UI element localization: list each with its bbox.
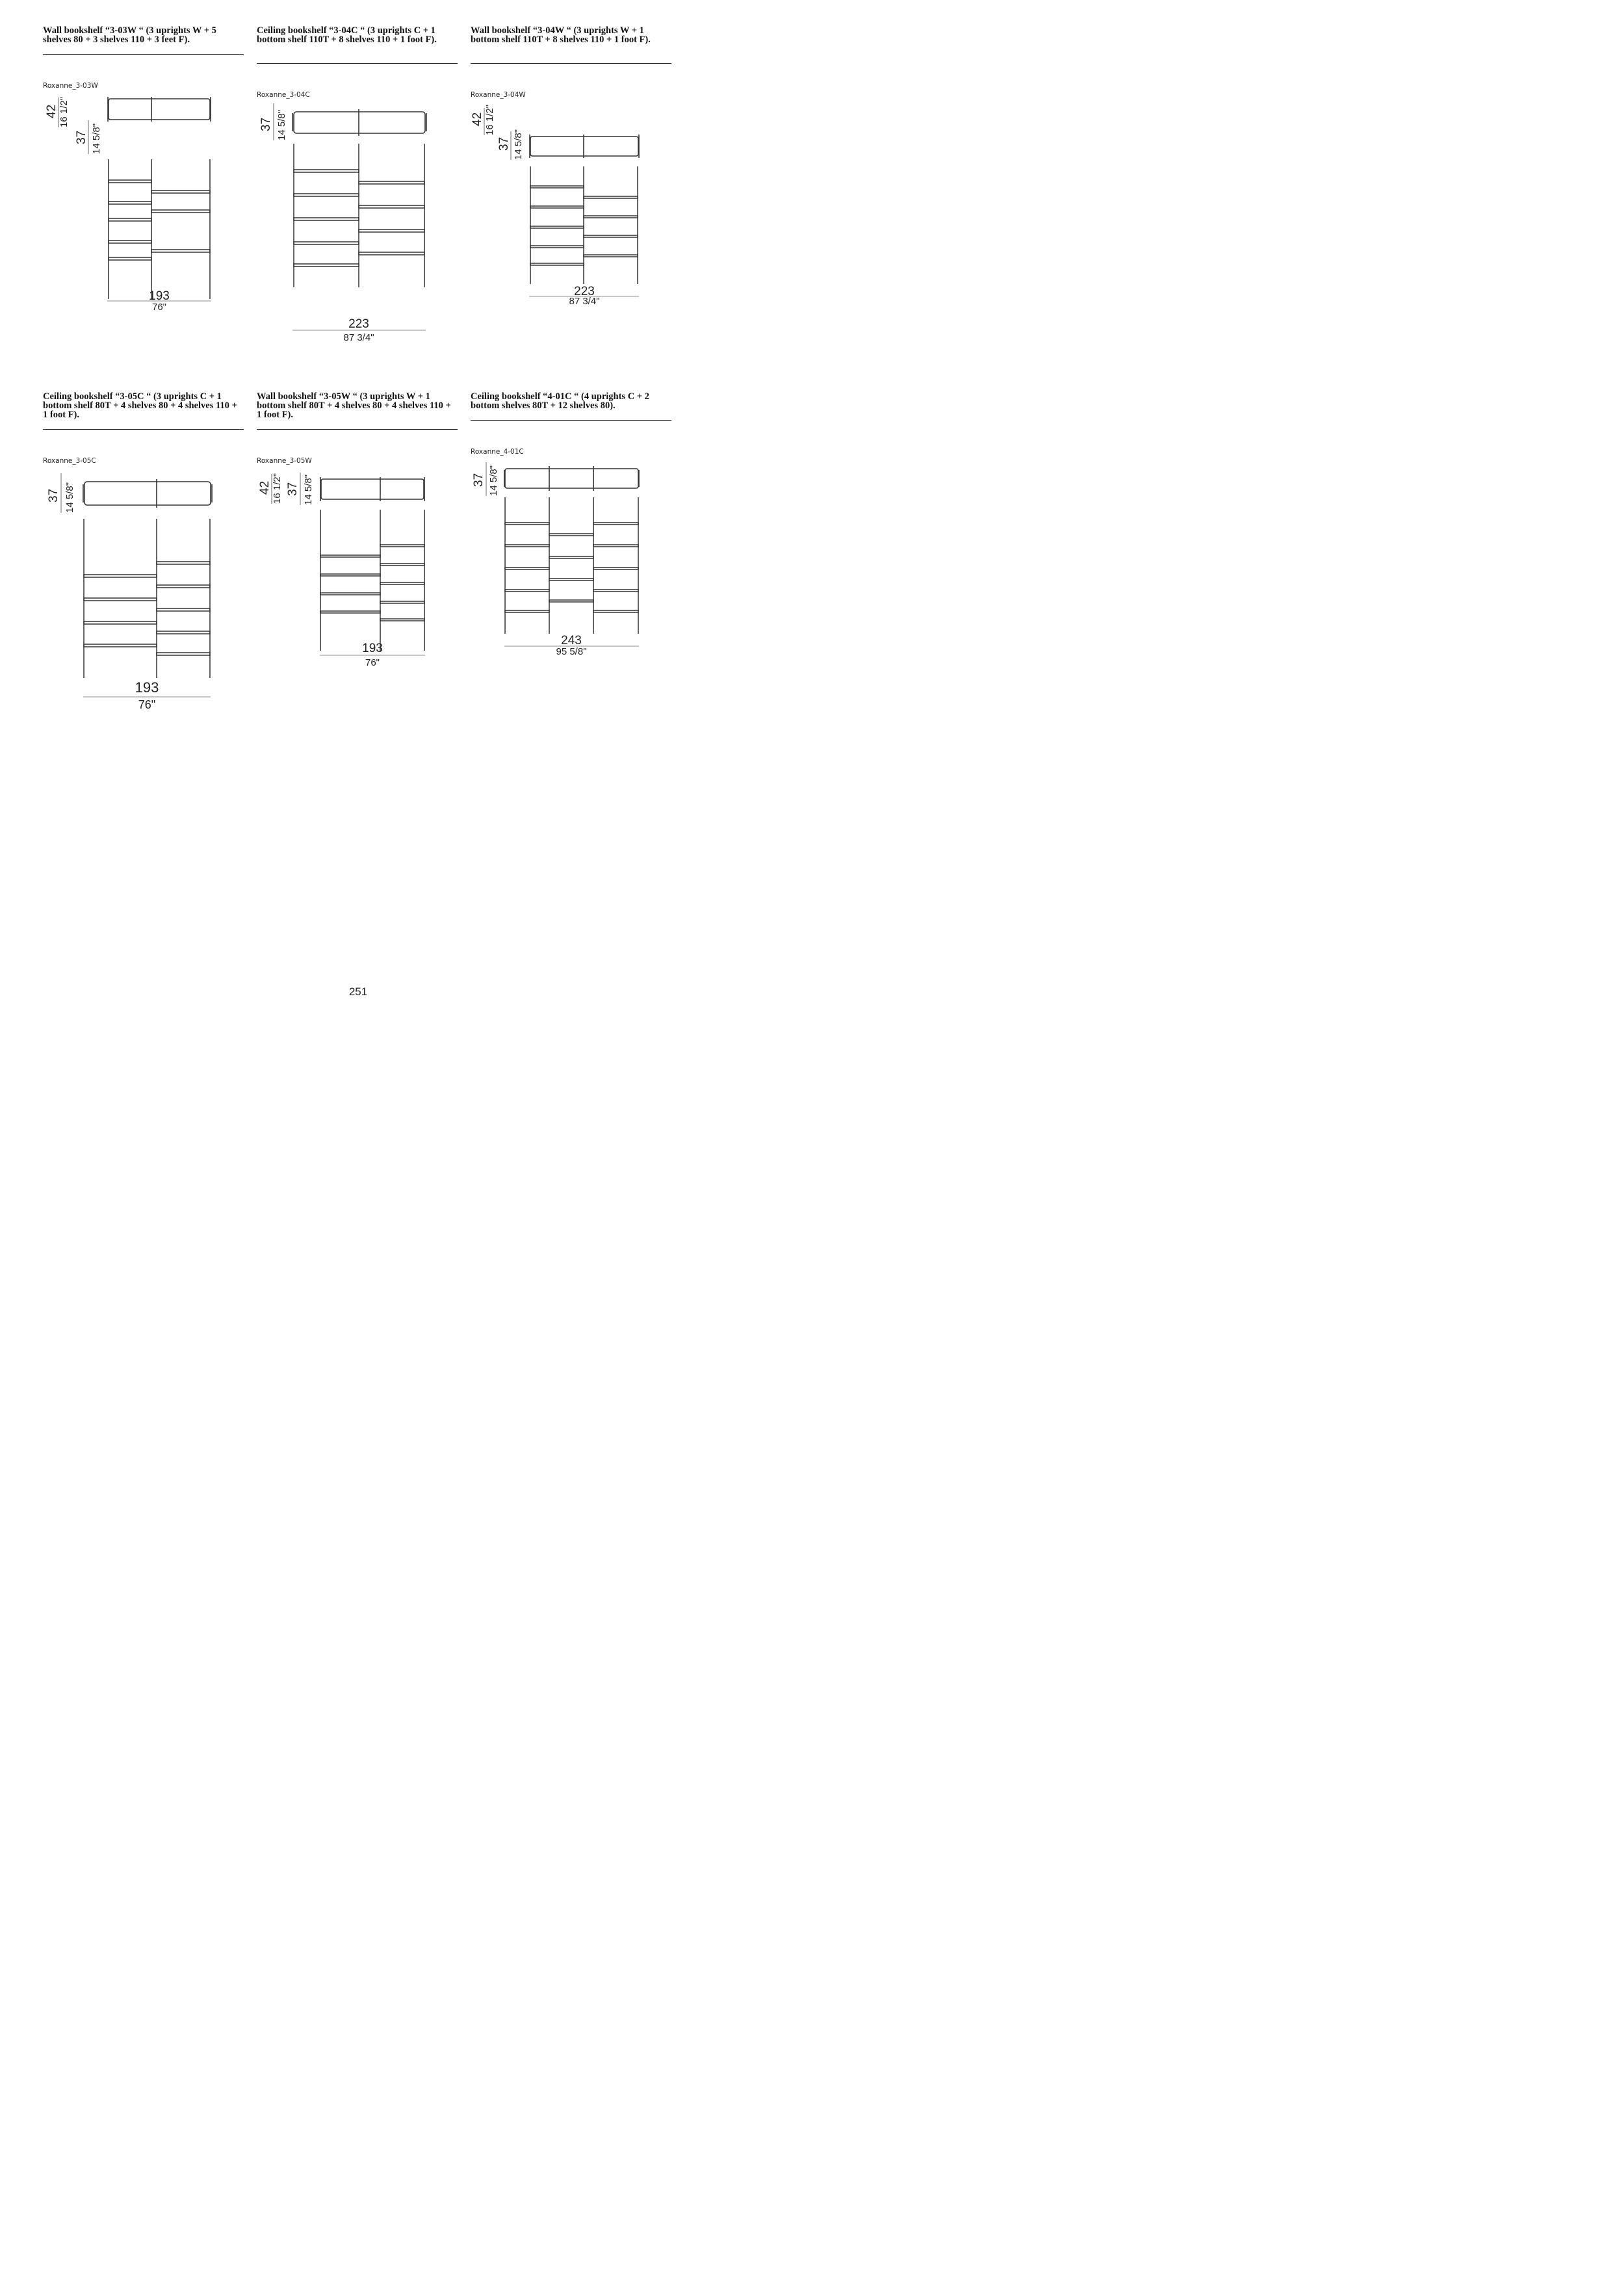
dimension-cm-label: 42: [45, 104, 58, 118]
product-title: Ceiling bookshelf “3-05C “ (3 uprights C + 1 bottom shelf 80T + 4 shelves 80 + 4 shelves 110 + 1 foot F).: [43, 391, 237, 420]
bookshelf-drawing: [471, 99, 671, 287]
top-view: [504, 466, 639, 491]
product-3-03W: [43, 25, 244, 313]
dimension-cm-label: 37: [497, 137, 511, 151]
dimension-cm-label: 193: [135, 679, 159, 696]
dimension-inch-label: 14 5/8": [91, 123, 102, 154]
dimension-inch-label: 14 5/8": [488, 465, 499, 496]
product-title: Wall bookshelf “3-03W “ (3 uprights W + 5 shelves 80 + 3 shelves 110 + 3 feet F).: [43, 25, 216, 45]
product-4-01C: [471, 391, 671, 657]
dimension-inch-label: 76": [138, 698, 156, 711]
bookshelf-drawing: [257, 467, 458, 656]
top-depth-dimension: [258, 473, 283, 504]
dimension-inch-label: 16 1/2": [484, 104, 495, 135]
width-dimension: [43, 678, 244, 711]
dimension-cm-label: 37: [286, 482, 300, 496]
width-dimension: [257, 315, 458, 347]
title-divider: [257, 63, 458, 64]
product-3-04W: [471, 25, 671, 307]
dimension-cm-label: 37: [47, 488, 60, 502]
depth-dimension: [259, 103, 287, 140]
dimension-cm-label: 42: [471, 112, 484, 126]
dimension-inch-label: 14 5/8": [513, 129, 524, 160]
title-divider: [257, 429, 458, 430]
product-title: Wall bookshelf “3-05W “ (3 uprights W + 1 bottom shelf 80T + 4 shelves 80 + 4 shelves 110 + 1 foot F).: [257, 391, 451, 420]
title-divider: [471, 420, 671, 421]
dimension-inch-label: 16 1/2": [272, 473, 283, 504]
product-3-05W: [257, 391, 458, 668]
product-code: Roxanne_3-04C: [257, 91, 310, 99]
front-view: [505, 497, 638, 634]
product-code: Roxanne_4-01C: [471, 448, 524, 456]
top-view: [83, 479, 212, 508]
depth-dimension: [497, 129, 524, 160]
product-code: Roxanne_3-05W: [257, 457, 312, 465]
width-dimension: [43, 288, 244, 314]
depth-dimension: [472, 462, 499, 496]
dimension-inch-label: 87 3/4": [569, 296, 600, 307]
dimension-cm-label: 37: [259, 117, 273, 131]
product-3-04C: [257, 25, 458, 343]
top-view: [292, 109, 426, 136]
title-divider: [471, 63, 671, 64]
top-view: [108, 97, 211, 122]
dimension-inch-label: 95 5/8": [556, 646, 587, 657]
dimension-inch-label: 14 5/8": [303, 474, 314, 505]
page-number: 251: [348, 985, 368, 998]
dimension-inch-label: 14 5/8": [276, 109, 287, 140]
dimension-inch-label: 14 5/8": [64, 482, 75, 513]
top-view: [320, 477, 424, 501]
dimension-inch-label: 16 1/2": [58, 96, 70, 127]
front-view: [84, 519, 210, 678]
product-code: Roxanne_3-03W: [43, 82, 98, 90]
width-dimension: [257, 642, 458, 668]
product-code: Roxanne_3-04W: [471, 91, 526, 99]
dimension-inch-label: 76": [151, 302, 167, 313]
top-view: [530, 135, 639, 158]
front-view: [109, 159, 210, 299]
title-divider: [43, 54, 244, 55]
bookshelf-drawing: [43, 470, 244, 691]
dimension-cm-label: 193: [149, 289, 170, 303]
top-depth-dimension: [471, 105, 495, 135]
dimension-inch-label: 76": [365, 657, 380, 668]
depth-dimension: [47, 473, 75, 513]
product-title: Ceiling bookshelf “3-04C “ (3 uprights C + 1 bottom shelf 110T + 8 shelves 110 + 1 foot F).: [257, 25, 437, 45]
depth-dimension: [75, 120, 102, 154]
product-title: Wall bookshelf “3-04W “ (3 uprights W + 1 bottom shelf 110T + 8 shelves 110 + 1 foot F).: [471, 25, 651, 45]
dimension-cm-label: 243: [561, 634, 582, 647]
front-view: [530, 166, 638, 284]
product-code: Roxanne_3-05C: [43, 457, 96, 465]
bookshelf-drawing: [43, 91, 244, 299]
title-divider: [43, 429, 244, 430]
width-dimension: [471, 633, 671, 659]
width-dimension: [471, 285, 671, 311]
depth-dimension: [286, 473, 314, 505]
front-view: [320, 510, 424, 651]
bookshelf-drawing: [471, 460, 671, 642]
dimension-cm-label: 42: [258, 480, 272, 495]
dimension-inch-label: 87 3/4": [343, 332, 374, 343]
dimension-cm-label: 37: [472, 473, 486, 487]
dimension-cm-label: 223: [348, 317, 369, 331]
front-view: [294, 144, 424, 287]
product-title: Ceiling bookshelf “4-01C “ (4 uprights C + 2 bottom shelves 80T + 12 shelves 80).: [471, 391, 649, 411]
product-3-05C: [43, 391, 244, 711]
dimension-cm-label: 223: [574, 285, 595, 298]
bookshelf-drawing: [257, 100, 458, 315]
dimension-cm-label: 37: [75, 130, 88, 144]
dimension-cm-label: 193: [362, 642, 383, 655]
top-depth-dimension: [45, 97, 70, 127]
